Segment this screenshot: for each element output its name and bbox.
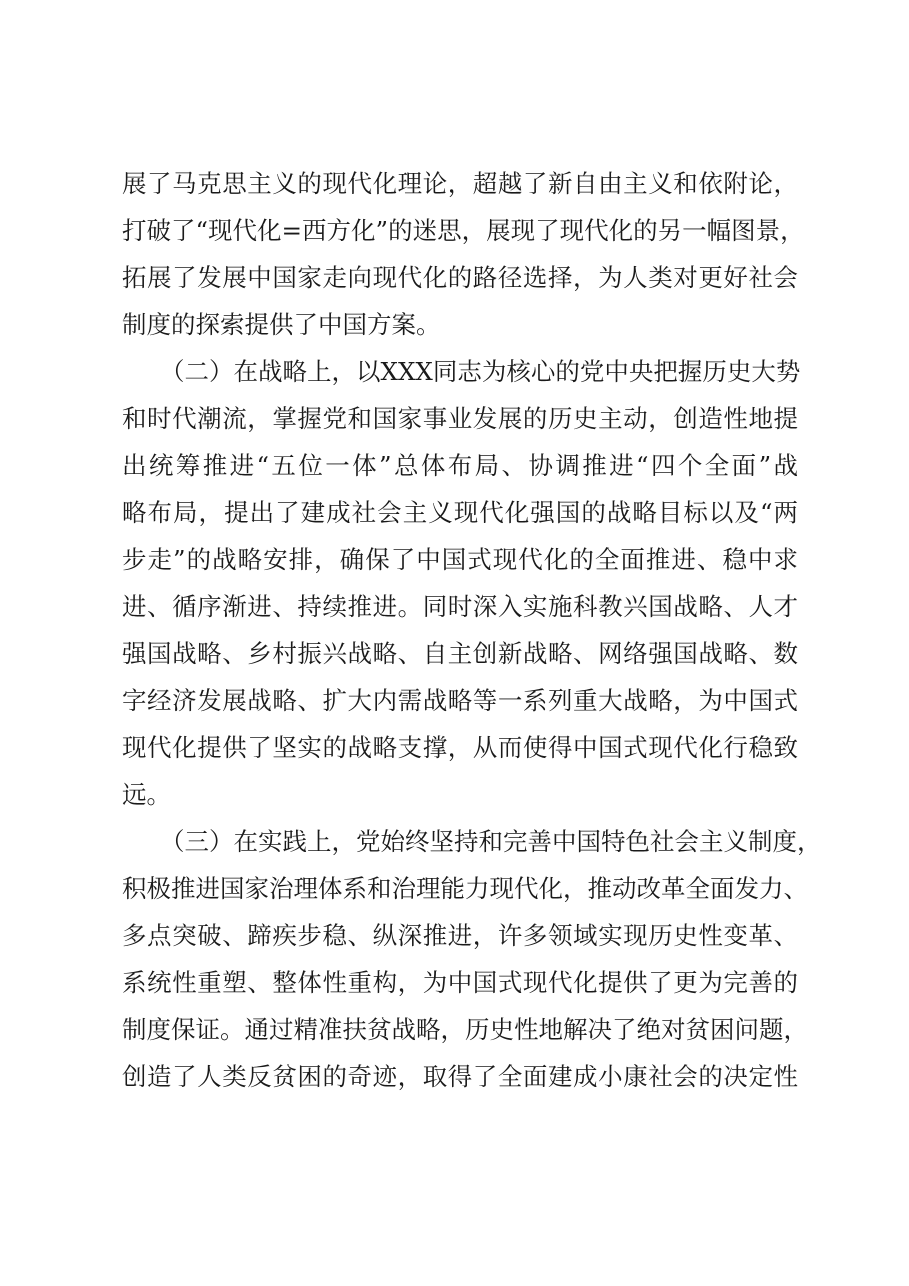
text-line: （二）在战略上，以XXX同志为核心的党中央把握历史大势 <box>160 357 801 386</box>
text-line: 系统性重塑、整体性重构，为中国式现代化提供了更为完善的 <box>122 968 798 997</box>
text-line: 打破了“现代化=西方化”的迷思，展现了现代化的另一幅图景， <box>122 216 805 245</box>
text-line: 远。 <box>122 780 171 809</box>
text-line: 步走”的战略安排，确保了中国式现代化的全面推进、稳中求 <box>122 545 798 574</box>
text-line: 强国战略、乡村振兴战略、自主创新战略、网络强国战略、数 <box>122 639 798 668</box>
text-line: 和时代潮流，掌握党和国家事业发展的历史主动，创造性地提 <box>122 404 798 433</box>
text-line: 创造了人类反贫困的奇迹，取得了全面建成小康社会的决定性 <box>122 1062 798 1091</box>
text-line: 略布局，提出了建成社会主义现代化强国的战略目标以及“两 <box>122 498 798 527</box>
text-line: 字经济发展战略、扩大内需战略等一系列重大战略，为中国式 <box>122 686 798 715</box>
text-line: 出统筹推进“五位一体”总体布局、协调推进“四个全面”战 <box>122 451 798 480</box>
text-line: 制度保证。通过精准扶贫战略，历史性地解决了绝对贫困问题， <box>122 1015 808 1044</box>
text-line: 制度的探索提供了中国方案。 <box>122 310 441 339</box>
text-line: （三）在实践上，党始终坚持和完善中国特色社会主义制度， <box>160 827 822 856</box>
text-line: 拓展了发展中国家走向现代化的路径选择，为人类对更好社会 <box>122 263 798 292</box>
text-line: 进、循序渐进、持续推进。同时深入实施科教兴国战略、人才 <box>122 592 798 621</box>
text-line: 多点突破、蹄疾步稳、纵深推进，许多领域实现历史性变革、 <box>122 921 798 950</box>
text-line: 现代化提供了坚实的战略支撑，从而使得中国式现代化行稳致 <box>122 733 798 762</box>
text-line: 展了马克思主义的现代化理论，超越了新自由主义和依附论， <box>122 169 798 198</box>
text-line: 积极推进国家治理体系和治理能力现代化，推动改革全面发力、 <box>122 874 808 903</box>
